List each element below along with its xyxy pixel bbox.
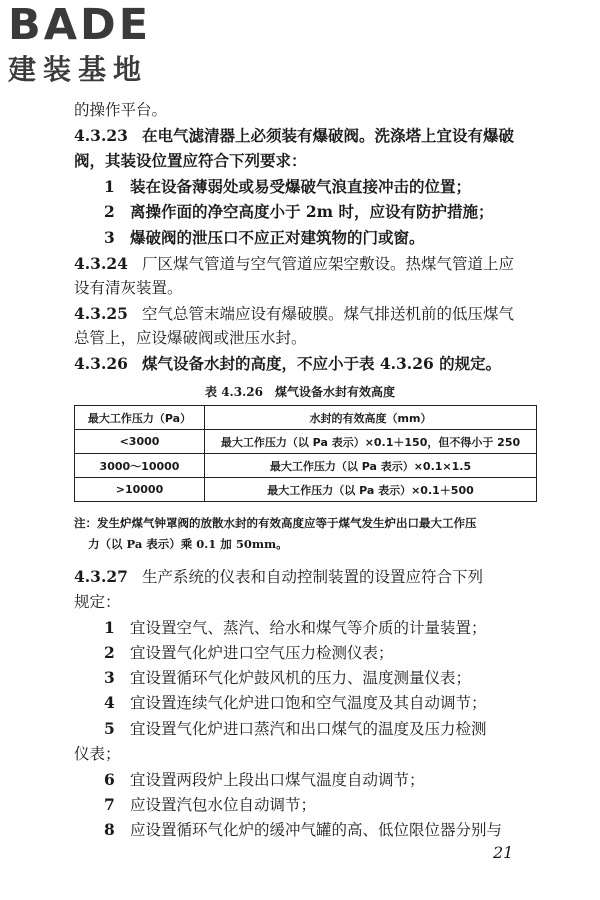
table-cell: 3000～10000 xyxy=(75,454,205,478)
list-item: 5 宜设置气化炉进口蒸汽和出口煤气的温度及压力检测 xyxy=(104,719,487,738)
clause-4-3-27-line1: 4.3.27 生产系统的仪表和自动控制装置的设置应符合下列 xyxy=(74,567,483,586)
bade-logo xyxy=(8,2,178,92)
table-row xyxy=(75,454,537,478)
clause-number: 4.3.24 xyxy=(74,254,128,273)
list-item: 7 应设置汽包水位自动调节； xyxy=(104,795,317,814)
table-cell: 最大工作压力（以 Pa 表示）×0.1×1.5 xyxy=(205,454,537,478)
list-item: 2 宜设置气化炉进口空气压力检测仪表； xyxy=(104,643,394,662)
list-item: 2 离操作面的净空高度小于 2m 时，应设有防护措施； xyxy=(104,202,494,221)
clause-number: 4.3.26 xyxy=(74,354,128,373)
clause-4-3-27-line2: 规定： xyxy=(74,593,121,611)
list-item: 1 宜设置空气、蒸汽、给水和煤气等介质的计量装置； xyxy=(104,618,487,637)
table-note-line1: 注：发生炉煤气钟罩阀的放散水封的有效高度应等于煤气发生炉出口最大工作压 xyxy=(74,516,477,530)
water-seal-table xyxy=(74,405,537,502)
list-item-continuation: 仪表； xyxy=(74,745,121,763)
clause-4-3-26-line1: 4.3.26 煤气设备水封的高度，不应小于表 4.3.26 的规定。 xyxy=(74,354,502,373)
clause-4-3-25-line2: 总管上，应设爆破阀或泄压水封。 xyxy=(74,329,307,347)
intro-text: 的操作平台。 xyxy=(74,101,168,119)
list-item: 3 宜设置循环气化炉鼓风机的压力、温度测量仪表； xyxy=(104,668,472,687)
table-header: 最大工作压力（Pa） xyxy=(75,406,205,430)
page-number: 21 xyxy=(493,843,514,862)
table-cell: 最大工作压力（以 Pa 表示）×0.1＋500 xyxy=(205,478,537,502)
clause-4-3-25-line1: 4.3.25 空气总管末端应设有爆破膜。煤气排送机前的低压煤气 xyxy=(74,304,514,323)
clause-number: 4.3.27 xyxy=(74,567,128,586)
table-row xyxy=(75,430,537,454)
clause-text: 在电气滤清器上必须装有爆破阀。洗涤塔上宜设有爆破 xyxy=(141,126,514,145)
list-item: 3 爆破阀的泄压口不应正对建筑物的门或窗。 xyxy=(104,228,425,247)
list-item: 1 装在设备薄弱处或易受爆破气浪直接冲击的位置； xyxy=(104,177,472,196)
table-cell: <3000 xyxy=(75,430,205,454)
list-item: 8 应设置循环气化炉的缓冲气罐的高、低位限位器分别与 xyxy=(104,820,503,839)
clause-4-3-23-line1 xyxy=(74,125,544,147)
table-cell: 最大工作压力（以 Pa 表示）×0.1＋150，但不得小于 250 xyxy=(205,430,537,454)
table-caption: 表 4.3.26 煤气设备水封有效高度 xyxy=(205,385,395,399)
clause-number: 4.3.25 xyxy=(74,304,128,323)
list-item: 4 宜设置连续气化炉进口饱和空气温度及其自动调节； xyxy=(104,693,487,712)
clause-4-3-24-line2: 设有清灰装置。 xyxy=(74,279,183,297)
table-cell: >10000 xyxy=(75,478,205,502)
table-header-row xyxy=(75,406,537,430)
logo-subtitle: 建装基地 xyxy=(8,53,149,86)
clause-4-3-23-line2: 阀，其装设位置应符合下列要求： xyxy=(74,151,307,170)
table-header: 水封的有效高度（mm） xyxy=(205,406,537,430)
clause-4-3-24-line1: 4.3.24 厂区煤气管道与空气管道应架空敷设。热煤气管道上应 xyxy=(74,254,514,273)
table-note-line2: 力（以 Pa 表示）乘 0.1 加 50mm。 xyxy=(88,537,288,551)
clause-number: 4.3.23 xyxy=(74,126,128,145)
table-row xyxy=(75,478,537,502)
logo-wordmark: BADE xyxy=(8,0,152,50)
list-item: 6 宜设置两段炉上段出口煤气温度自动调节； xyxy=(104,770,425,789)
